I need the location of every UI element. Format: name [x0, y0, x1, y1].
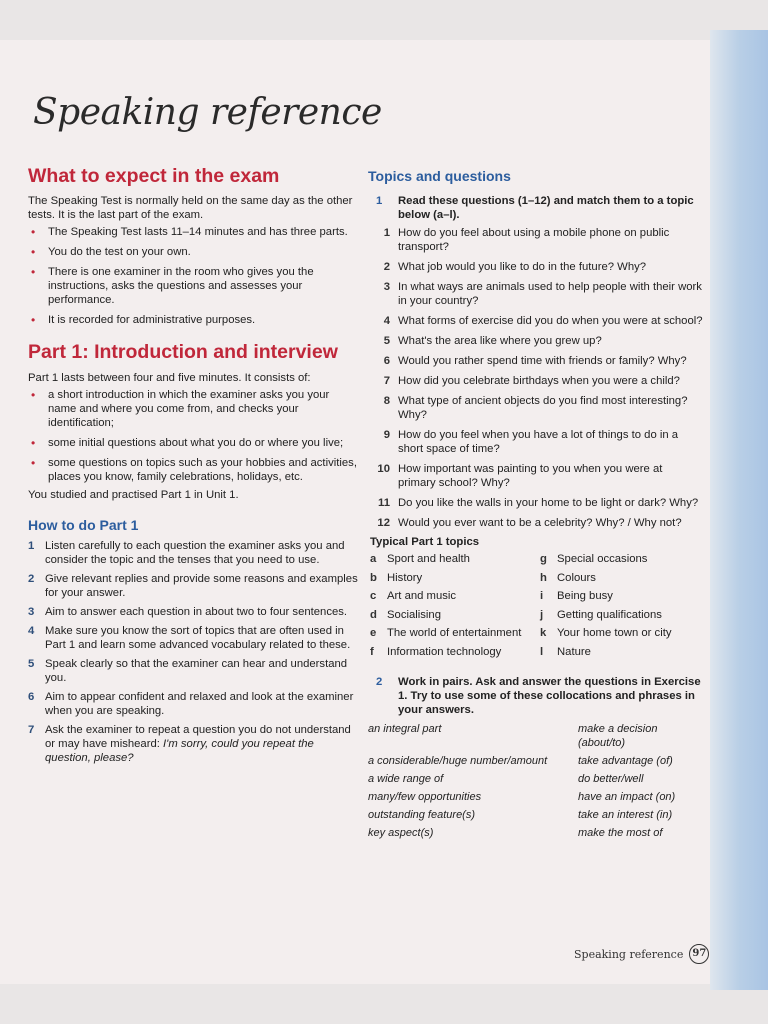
question-text: Would you ever want to be a celebrity? Why? / Why not? — [398, 517, 682, 529]
question-text: How did you celebrate birthdays when you were a child? — [398, 375, 680, 387]
exercise-1-instruction — [368, 194, 703, 222]
collocation: do better/well — [578, 773, 644, 785]
topic-name: Your home town or city — [557, 627, 672, 639]
topic-item — [540, 589, 690, 604]
topic-letter: h — [540, 571, 547, 584]
topic-item — [540, 608, 690, 623]
exercise-number: 2 — [376, 676, 383, 688]
topic-item — [370, 626, 540, 641]
step-example: I'm sorry, could you repeat the question, please? — [45, 737, 314, 764]
step-text — [45, 690, 358, 718]
question-list — [368, 226, 703, 530]
question-text: How do you feel about using a mobile phone on public transport? — [398, 227, 670, 253]
question-text: Do you like the walls in your home to be light or dark? Why? — [398, 497, 699, 509]
topic-letter: f — [370, 645, 374, 658]
question-item — [368, 496, 703, 510]
question-item — [368, 374, 703, 388]
step-text — [45, 657, 358, 685]
collocation: take an interest (in) — [578, 809, 673, 821]
collocation: make a decision (about/to) — [578, 723, 658, 749]
question-text: How important was painting to you when you were at primary school? Why? — [398, 463, 663, 489]
step-body: Listen carefully to each question the examiner asks you and consider the topic and the tenses that you need to use. — [45, 539, 345, 566]
part1-bullets — [28, 388, 358, 484]
step-number: 3 — [28, 605, 35, 618]
question-number: 11 — [378, 497, 390, 509]
question-text: What job would you like to do in the future? Why? — [398, 261, 647, 273]
topic-letter: a — [370, 553, 377, 565]
step-body: Aim to appear confident and relaxed and look at the examiner when you are speaking. — [45, 690, 354, 717]
step-body: Give relevant replies and provide some reasons and examples for your answer. — [45, 572, 358, 599]
question-text: How do you feel when you have a lot of things to do in a short space of time? — [398, 429, 679, 455]
exercise-text: Read these questions (1–12) and match them to a topic below (a–l). — [398, 195, 694, 221]
bullet-item: • some initial questions about what you do or where you live; — [28, 436, 358, 450]
collocation: have an impact (on) — [578, 791, 676, 803]
topic-item — [540, 571, 690, 586]
question-item — [368, 260, 703, 274]
topic-item — [540, 626, 690, 641]
question-number: 10 — [377, 463, 390, 475]
question-item — [368, 428, 703, 456]
question-item — [368, 314, 703, 328]
page-footer — [574, 944, 709, 964]
question-item — [368, 462, 703, 490]
exercise-number: 1 — [376, 195, 383, 207]
question-text: What type of ancient objects do you find most interesting? Why? — [398, 395, 688, 421]
step-item — [28, 657, 358, 685]
topic-name: Socialising — [387, 608, 442, 621]
question-number: 6 — [383, 355, 390, 367]
right-column — [368, 168, 703, 840]
topic-name: Getting qualifications — [557, 608, 662, 621]
question-number: 2 — [383, 261, 390, 273]
topic-letter: b — [370, 571, 377, 584]
step-body: Make sure you know the sort of topics that are often used in Part 1 and learn some advanced vocabulary related to these. — [45, 624, 351, 651]
question-item — [368, 394, 703, 422]
question-number: 4 — [383, 315, 390, 327]
topic-name: Being busy — [557, 590, 613, 602]
step-item — [28, 723, 358, 765]
topics-questions-heading: Topics and questions — [368, 168, 511, 184]
collocation: make the most of — [578, 827, 663, 839]
step-body: Ask the examiner to repeat a question you do not understand or may have misheard: — [45, 723, 351, 750]
question-number: 9 — [383, 429, 390, 441]
topic-item — [370, 552, 540, 567]
step-text — [45, 539, 358, 567]
step-number: 7 — [28, 723, 35, 736]
question-number: 12 — [377, 517, 390, 529]
question-item — [368, 334, 703, 348]
question-text: What's the area like where you grew up? — [398, 335, 602, 347]
page-number: 97 — [689, 944, 709, 964]
exercise-text: Work in pairs. Ask and answer the questions in Exercise 1. Try to use some of these collocations and phrases in your answers. — [398, 676, 701, 716]
topic-letter: g — [540, 553, 547, 565]
step-number: 2 — [28, 572, 35, 585]
step-number: 1 — [28, 539, 35, 552]
exercise-2-instruction — [368, 675, 703, 717]
question-item — [368, 280, 703, 308]
step-number: 6 — [28, 690, 35, 703]
step-item — [28, 539, 358, 567]
bullet-item: • You do the test on your own. — [28, 245, 358, 259]
topic-letter: i — [540, 590, 544, 602]
topic-name: Sport and health — [387, 553, 470, 565]
collocation: a wide range of — [368, 773, 444, 785]
collocation: key aspect(s) — [368, 827, 434, 839]
howto-steps — [28, 539, 358, 765]
page-edge — [710, 30, 768, 990]
topic-item — [540, 552, 690, 567]
question-text: Would you rather spend time with friends or family? Why? — [398, 355, 687, 367]
bullet-item: • The Speaking Test lasts 11–14 minutes and has three parts. — [28, 225, 358, 239]
left-column — [28, 165, 358, 770]
bullet-item: • There is one examiner in the room who gives you the instructions, asks the questions and assesses your performance. — [28, 265, 358, 307]
collocation: outstanding feature(s) — [368, 809, 476, 821]
footer-label: Speaking reference — [574, 947, 684, 961]
question-number: 5 — [383, 335, 390, 347]
expect-bullets — [28, 225, 358, 327]
step-item — [28, 572, 358, 600]
question-text: In what ways are animals used to help people with their work in your country? — [398, 281, 702, 307]
question-number: 7 — [383, 375, 390, 387]
topic-item — [370, 571, 540, 586]
topics-subheading: Typical Part 1 topics — [370, 536, 480, 548]
topic-letter: d — [370, 608, 377, 621]
collocation: a considerable/huge number/amount — [368, 755, 548, 767]
topic-name: Nature — [557, 645, 591, 658]
step-text — [45, 572, 358, 600]
topic-name: Special occasions — [557, 553, 648, 565]
part1-note: You studied and practised Part 1 in Unit 1. — [28, 488, 239, 501]
collocation: an integral part — [368, 723, 442, 735]
collocation: many/few opportunities — [368, 791, 482, 803]
topic-item — [370, 645, 540, 660]
collocation: take advantage (of) — [578, 755, 673, 767]
page-title: Speaking reference — [33, 92, 382, 133]
step-item — [28, 624, 358, 652]
step-number: 4 — [28, 624, 35, 637]
collocations-grid — [368, 722, 703, 840]
topic-letter: k — [540, 627, 547, 639]
topic-item — [370, 608, 540, 623]
part1-heading: Part 1: Introduction and interview — [28, 341, 338, 364]
step-text — [45, 624, 358, 652]
topic-letter: e — [370, 627, 377, 639]
bullet-item: • It is recorded for administrative purposes. — [28, 313, 358, 327]
howto-heading: How to do Part 1 — [28, 516, 139, 533]
topics-grid — [370, 552, 703, 659]
question-item — [368, 516, 703, 530]
topic-item — [370, 589, 540, 604]
step-number: 5 — [28, 657, 35, 670]
topic-name: Information technology — [387, 645, 502, 658]
part1-intro: Part 1 lasts between four and five minutes. It consists of: — [28, 371, 311, 384]
topic-letter: l — [540, 645, 544, 658]
step-body: Aim to answer each question in about two to four sentences. — [45, 605, 348, 618]
question-number: 1 — [383, 227, 390, 239]
topic-name: Art and music — [387, 590, 457, 602]
topic-name: The world of entertainment — [387, 627, 522, 639]
bullet-item: • a short introduction in which the examiner asks you your name and where you come from, and checks your identification; — [28, 388, 358, 430]
step-item — [28, 690, 358, 718]
question-item — [368, 354, 703, 368]
step-text — [45, 605, 358, 619]
topic-name: History — [387, 571, 423, 584]
topic-name: Colours — [557, 571, 596, 584]
topic-letter: j — [540, 608, 544, 621]
step-text — [45, 723, 358, 765]
expect-heading: What to expect in the exam — [28, 165, 280, 187]
question-text: What forms of exercise did you do when you were at school? — [398, 315, 703, 327]
question-number: 3 — [383, 281, 390, 293]
question-item — [368, 226, 703, 254]
topic-letter: c — [370, 590, 377, 602]
question-number: 8 — [383, 395, 390, 407]
topic-item — [540, 645, 690, 660]
bullet-item: • some questions on topics such as your hobbies and activities, places you know, family celebrations, holidays, etc. — [28, 456, 358, 484]
step-body: Speak clearly so that the examiner can hear and understand you. — [45, 657, 348, 684]
expect-intro: The Speaking Test is normally held on the same day as the other tests. It is the last part of the exam. — [28, 195, 353, 222]
step-item — [28, 605, 358, 619]
